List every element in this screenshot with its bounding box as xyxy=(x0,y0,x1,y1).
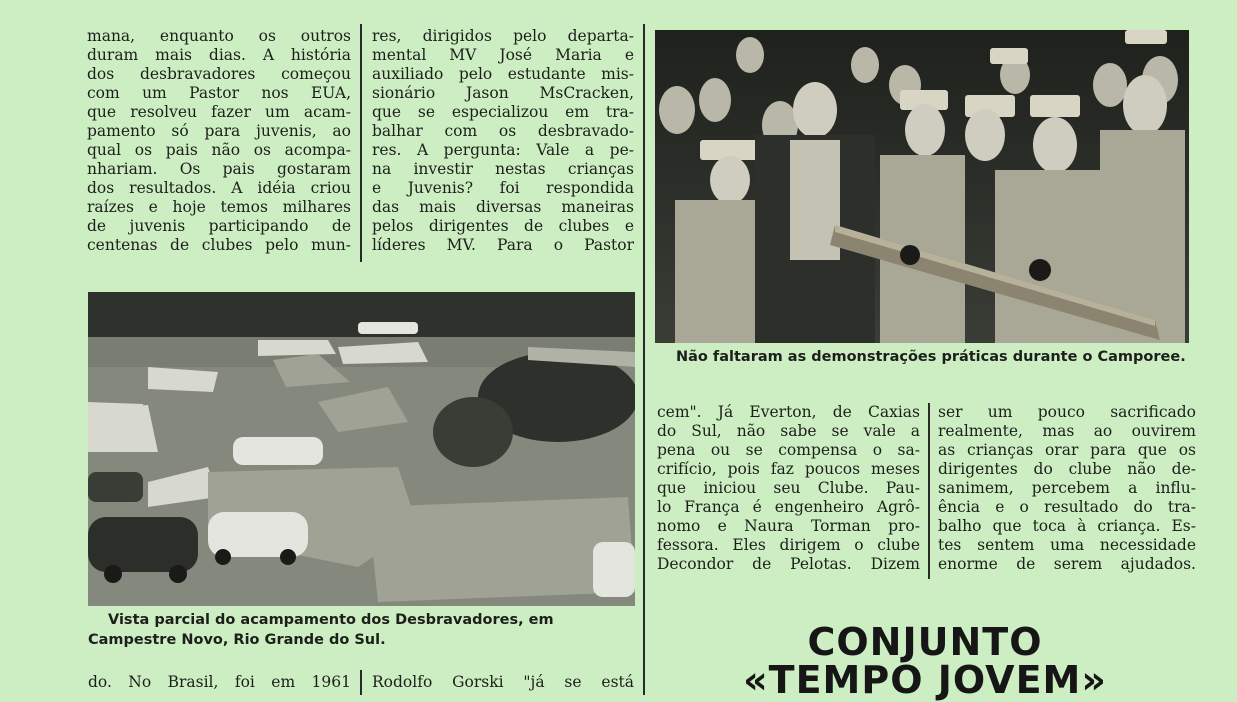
text-line: e Juvenis? foi respondida xyxy=(372,179,634,197)
column-divider xyxy=(643,24,645,695)
text-line: ência e o resultado do tra- xyxy=(938,498,1196,516)
text-line: do Sul, não sabe se vale a xyxy=(657,422,920,440)
text-line: mana, enquanto os outros xyxy=(87,27,351,45)
text-line: que se especializou em tra- xyxy=(372,103,634,121)
photo-caption-left: Vista parcial do acampamento dos Desbravadores, em Campestre Novo, Rio Grande do Sul. xyxy=(88,612,554,648)
photo-campsite xyxy=(88,292,635,606)
text-line: de juvenis participando de xyxy=(87,217,351,235)
text-line: Decondor de Pelotas. Dizem xyxy=(657,555,920,573)
text-line: qual os pais não os acompa- xyxy=(87,141,351,159)
text-line: do. No Brasil, foi em 1961 xyxy=(88,673,351,691)
column-text-bottom-middle xyxy=(372,673,634,692)
text-line: realmente, mas ao ouvirem xyxy=(938,422,1196,440)
text-line: que iniciou seu Clube. Pau- xyxy=(657,479,920,497)
text-line: dos resultados. A idéia criou xyxy=(87,179,351,197)
text-line: centenas de clubes pelo mun- xyxy=(87,236,351,254)
photo-scouts-demonstration xyxy=(655,30,1189,343)
text-line: sionário Jason MsCracken, xyxy=(372,84,634,102)
column-divider xyxy=(360,24,362,262)
text-line: tes sentem uma necessidade xyxy=(938,536,1196,554)
column-text-bottom-left xyxy=(88,673,351,692)
text-line: na investir nestas crianças xyxy=(372,160,634,178)
column-text-middle-b xyxy=(938,403,1196,574)
text-line: dos desbravadores começou xyxy=(87,65,351,83)
text-line: lo França é engenheiro Agrô- xyxy=(657,498,920,516)
text-line: fessora. Eles dirigem o clube xyxy=(657,536,920,554)
scouts-photo-illustration xyxy=(655,30,1189,343)
text-line: dirigentes do clube não de- xyxy=(938,460,1196,478)
text-line: enorme de serem ajudados. xyxy=(938,555,1196,573)
column-divider xyxy=(928,403,930,579)
text-line: que resolveu fazer um acam- xyxy=(87,103,351,121)
text-line: res, dirigidos pelo departa- xyxy=(372,27,634,45)
text-line: líderes MV. Para o Pastor xyxy=(372,236,634,254)
text-line: mental MV José Maria e xyxy=(372,46,634,64)
text-line: balho que toca à criança. Es- xyxy=(938,517,1196,535)
campsite-photo-illustration xyxy=(88,292,635,606)
column-text-middle-a xyxy=(657,403,920,574)
text-line: nhariam. Os pais gostaram xyxy=(87,160,351,178)
column-text-top-middle xyxy=(372,27,634,255)
text-line: raízes e hoje temos milhares xyxy=(87,198,351,216)
text-line: duram mais dias. A história xyxy=(87,46,351,64)
section-headline-line1: CONJUNTO xyxy=(807,620,1043,664)
text-line: pamento só para juvenis, ao xyxy=(87,122,351,140)
text-line: res. A pergunta: Vale a pe- xyxy=(372,141,634,159)
text-line: cem". Já Everton, de Caxias xyxy=(657,403,920,421)
text-line: pelos dirigentes de clubes e xyxy=(372,217,634,235)
text-line: Rodolfo Gorski "já se está xyxy=(372,673,634,691)
text-line: nomo e Naura Torman pro- xyxy=(657,517,920,535)
text-line: crifício, pois faz poucos meses xyxy=(657,460,920,478)
text-line: das mais diversas maneiras xyxy=(372,198,634,216)
column-divider xyxy=(360,670,362,695)
text-line: balhar com os desbravado- xyxy=(372,122,634,140)
text-line: com um Pastor nos EUA, xyxy=(87,84,351,102)
text-line: as crianças orar para que os xyxy=(938,441,1196,459)
photo-caption-right: Não faltaram as demonstrações práticas durante o Camporee. xyxy=(676,349,1186,365)
text-line: auxiliado pelo estudante mis- xyxy=(372,65,634,83)
text-line: sanimem, percebem a influ- xyxy=(938,479,1196,497)
text-line: pena ou se compensa o sa- xyxy=(657,441,920,459)
column-text-top-left xyxy=(87,27,351,255)
text-line: ser um pouco sacrificado xyxy=(938,403,1196,421)
section-headline-line2: «TEMPO JOVEM» xyxy=(743,658,1107,702)
